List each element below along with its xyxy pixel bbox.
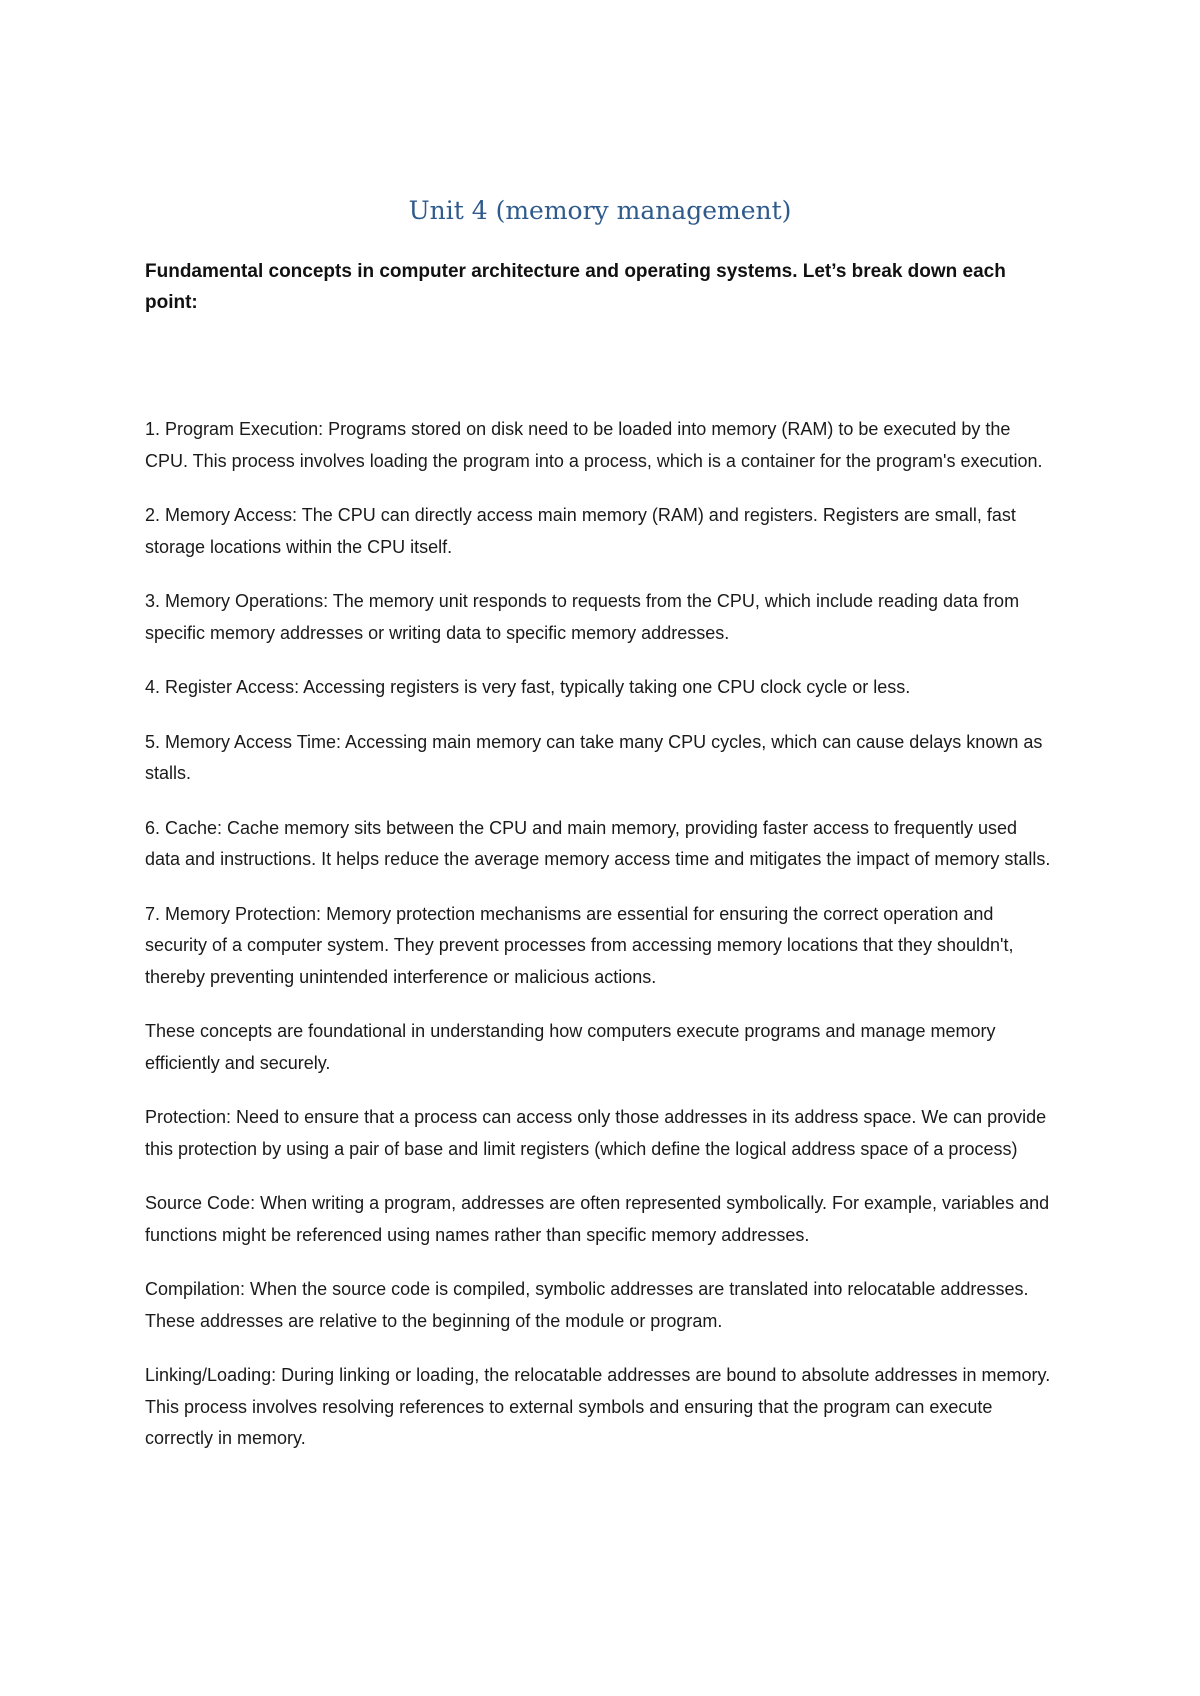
paragraph-source-code: Source Code: When writing a program, addresses are often represented symbolically. For example, variables and functions might be referenced using names rather than specific memory addresses. xyxy=(145,1193,1050,1245)
paragraph-compilation: Compilation: When the source code is compiled, symbolic addresses are translated into relocatable addresses. These addresses are relative to the beginning of the module or program. xyxy=(145,1279,1029,1331)
paragraph-cache: 6. Cache: Cache memory sits between the CPU and main memory, providing faster access to frequently used data and instructions. It helps reduce the average memory access time and mitigates the impact of memory stalls. xyxy=(145,817,1051,869)
paragraph-memory-operations: 3. Memory Operations: The memory unit responds to requests from the CPU, which include reading data from specific memory addresses or writing data to specific memory addresses. xyxy=(145,591,1020,643)
document-content xyxy=(145,196,1055,1478)
paragraph-memory-access: 2. Memory Access: The CPU can directly access main memory (RAM) and registers. Registers are small, fast storage locations within the CPU itself. xyxy=(145,505,1016,557)
document-title: Unit 4 (memory management) xyxy=(408,196,792,225)
paragraph-register-access: 4. Register Access: Accessing registers is very fast, typically taking one CPU clock cycle or less. xyxy=(145,677,911,697)
paragraph-program-execution: 1. Program Execution: Programs stored on disk need to be loaded into memory (RAM) to be executed by the CPU. This process involves loading the program into a process, which is a container for the program's execution. xyxy=(145,419,1043,471)
intro-paragraph: Fundamental concepts in computer architecture and operating systems. Let’s break down each point: xyxy=(145,261,1006,313)
paragraph-protection: Protection: Need to ensure that a process can access only those addresses in its address space. We can provide this protection by using a pair of base and limit registers (which define the logical address space of a process) xyxy=(145,1107,1047,1159)
paragraph-memory-access-time: 5. Memory Access Time: Accessing main memory can take many CPU cycles, which can cause delays known as stalls. xyxy=(145,731,1043,783)
paragraph-summary: These concepts are foundational in understanding how computers execute programs and manage memory efficiently and securely. xyxy=(145,1021,996,1073)
paragraph-memory-protection: 7. Memory Protection: Memory protection mechanisms are essential for ensuring the correct operation and security of a computer system. They prevent processes from accessing memory locations that they shouldn't, thereby preventing unintended interference or malicious actions. xyxy=(145,903,1014,987)
paragraph-linking-loading: Linking/Loading: During linking or loading, the relocatable addresses are bound to absolute addresses in memory. This process involves resolving references to external symbols and ensuring that the program can execute correctly in memory. xyxy=(145,1365,1051,1448)
